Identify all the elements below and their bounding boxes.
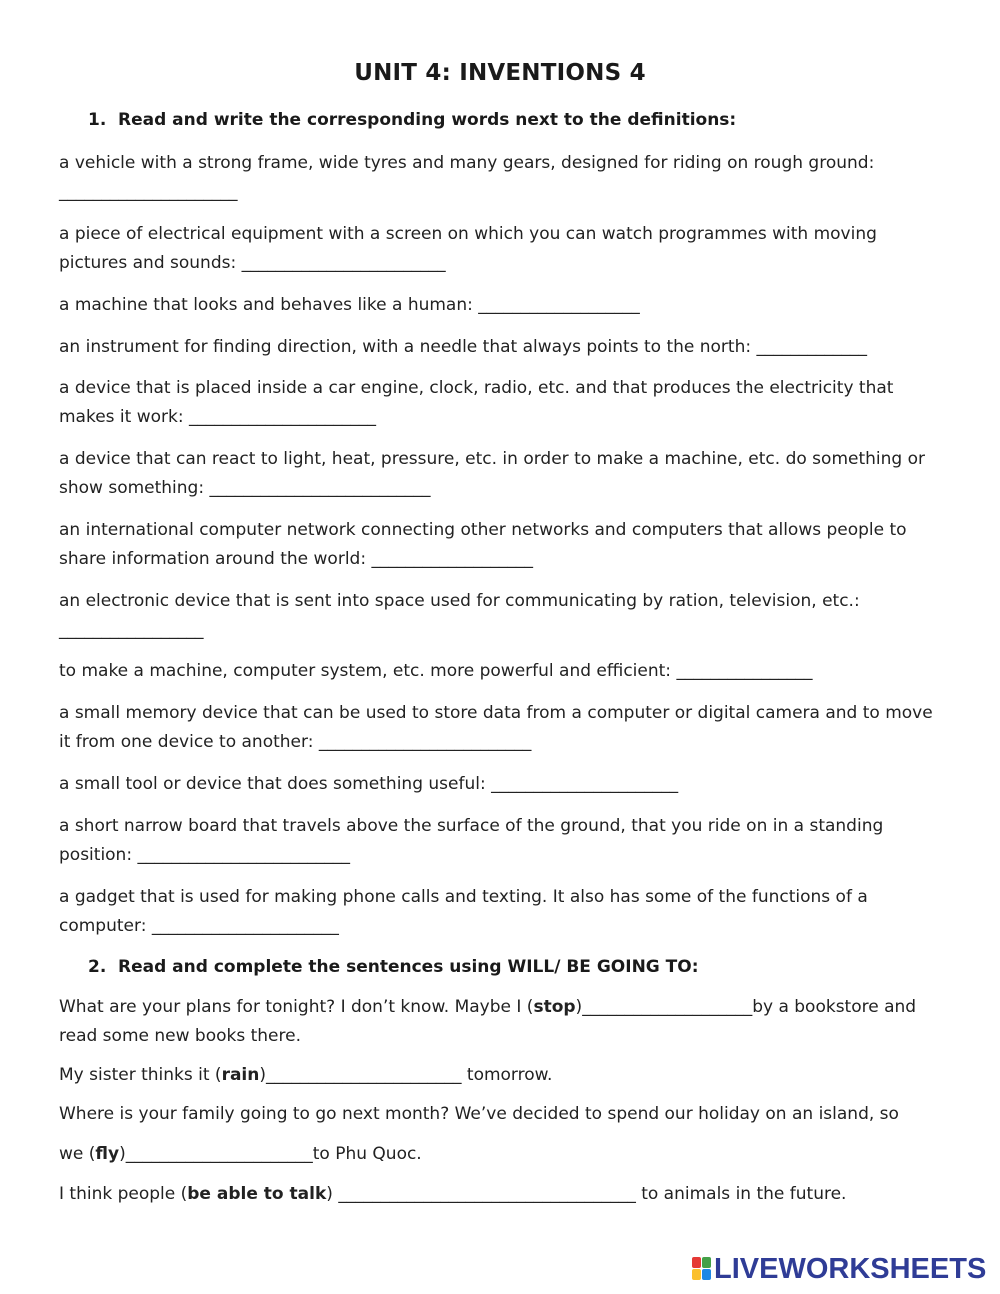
- answer-blank[interactable]: _________________: [59, 620, 204, 640]
- sentence-4: [59, 1140, 949, 1169]
- section-1-number: 1.: [88, 110, 107, 130]
- logo-text: LIVEWORKSHEETS: [714, 1253, 987, 1285]
- section-1-heading-text: Read and write the corresponding words next to the definitions:: [118, 110, 737, 130]
- definition-item: [59, 333, 949, 362]
- page-title: UNIT 4: INVENTIONS 4: [354, 60, 646, 86]
- answer-blank[interactable]: _____________________: [59, 182, 238, 202]
- verb-hint: be able to talk: [187, 1184, 327, 1204]
- definition-text: to make a machine, computer system, etc. more powerful and efficient:: [59, 661, 672, 681]
- answer-blank[interactable]: __________________________: [209, 478, 431, 498]
- sentence-text: to Phu Quoc.: [312, 1144, 422, 1164]
- answer-blank[interactable]: ________________: [676, 661, 813, 681]
- definition-text: a small memory device that can be used to store data from a computer or digital camera and to move it from one device to another:: [59, 703, 939, 752]
- sentence-text: tomorrow.: [461, 1065, 553, 1085]
- definition-text: a piece of electrical equipment with a screen on which you can watch programmes with moving pictures and sounds:: [59, 224, 883, 273]
- definition-item: [59, 149, 949, 207]
- definition-item: [59, 220, 949, 278]
- definition-item: [59, 812, 949, 870]
- section-2-heading: [88, 957, 699, 977]
- liveworksheets-logo[interactable]: [692, 1253, 992, 1285]
- definition-item: [59, 699, 949, 757]
- answer-blank[interactable]: ___________________: [371, 549, 533, 569]
- liveworksheets-logo-icon: [692, 1257, 712, 1281]
- sentence-text: ): [259, 1065, 266, 1085]
- answer-blank[interactable]: _________________________: [137, 845, 350, 865]
- answer-blank[interactable]: ______________________: [125, 1144, 313, 1164]
- sentence-text: My sister thinks it (: [59, 1065, 222, 1085]
- definition-item: [59, 657, 949, 686]
- sentence-text: by a bookstore and read some new books there.: [59, 997, 922, 1046]
- section-2-number: 2.: [88, 957, 107, 977]
- answer-blank[interactable]: _________________________: [318, 732, 532, 752]
- sentence-text: to animals in the future.: [635, 1184, 847, 1204]
- section-2-heading-text: Read and complete the sentences using WILL/ BE GOING TO:: [118, 957, 699, 977]
- verb-hint: rain: [221, 1065, 260, 1085]
- definition-text: an electronic device that is sent into space used for communicating by ration, television, etc.:: [59, 591, 860, 611]
- answer-blank[interactable]: ___________________: [478, 295, 640, 315]
- definition-item: [59, 291, 949, 320]
- definition-text: a small tool or device that does something useful:: [59, 774, 486, 794]
- definition-text: a device that is placed inside a car engine, clock, radio, etc. and that produces the electricity that makes it work:: [59, 378, 899, 427]
- answer-blank[interactable]: _______________________: [266, 1065, 462, 1085]
- sentence-text: Where is your family going to go next month? We’ve decided to spend our holiday on an island, so: [59, 1104, 899, 1124]
- verb-hint: fly: [95, 1144, 120, 1164]
- definition-text: an international computer network connecting other networks and computers that allows people to share information around the world:: [59, 520, 912, 569]
- answer-blank[interactable]: ___________________________________: [338, 1184, 636, 1204]
- answer-blank[interactable]: ______________________: [189, 407, 377, 427]
- definition-text: a gadget that is used for making phone calls and texting. It also has some of the functions of a computer:: [59, 887, 874, 936]
- definition-text: an instrument for finding direction, with a needle that always points to the north:: [59, 337, 752, 357]
- sentence-2: [59, 1061, 949, 1090]
- sentence-text: ): [575, 997, 583, 1017]
- definition-item: [59, 770, 949, 799]
- sentence-text: ): [119, 1144, 126, 1164]
- sentence-text: ): [326, 1184, 339, 1204]
- sentence-3: [59, 1100, 949, 1129]
- sentence-text: What are your plans for tonight? I don’t know. Maybe I (: [59, 997, 534, 1017]
- definition-item: [59, 516, 949, 574]
- definition-item: [59, 374, 949, 432]
- answer-blank[interactable]: ______________________: [151, 916, 339, 936]
- definition-item: [59, 587, 949, 645]
- answer-blank[interactable]: _____________: [756, 337, 867, 357]
- sentence-text: we (: [59, 1144, 96, 1164]
- answer-blank[interactable]: ________________________: [241, 253, 446, 273]
- verb-hint: stop: [533, 997, 576, 1017]
- definition-item: [59, 445, 949, 503]
- definition-text: a device that can react to light, heat, pressure, etc. in order to make a machine, etc. do something or show something:: [59, 449, 931, 498]
- definition-item: [59, 883, 949, 941]
- answer-blank[interactable]: ______________________: [491, 774, 679, 794]
- definition-text: a vehicle with a strong frame, wide tyres and many gears, designed for riding on rough ground:: [59, 153, 875, 173]
- definition-text: a short narrow board that travels above the surface of the ground, that you ride on in a standing position:: [59, 816, 889, 865]
- answer-blank[interactable]: ____________________: [582, 997, 753, 1017]
- definition-text: a machine that looks and behaves like a human:: [59, 295, 473, 315]
- sentence-1: [59, 993, 949, 1051]
- sentence-5: [59, 1180, 949, 1209]
- section-1-heading: [88, 110, 736, 130]
- sentence-text: I think people (: [59, 1184, 188, 1204]
